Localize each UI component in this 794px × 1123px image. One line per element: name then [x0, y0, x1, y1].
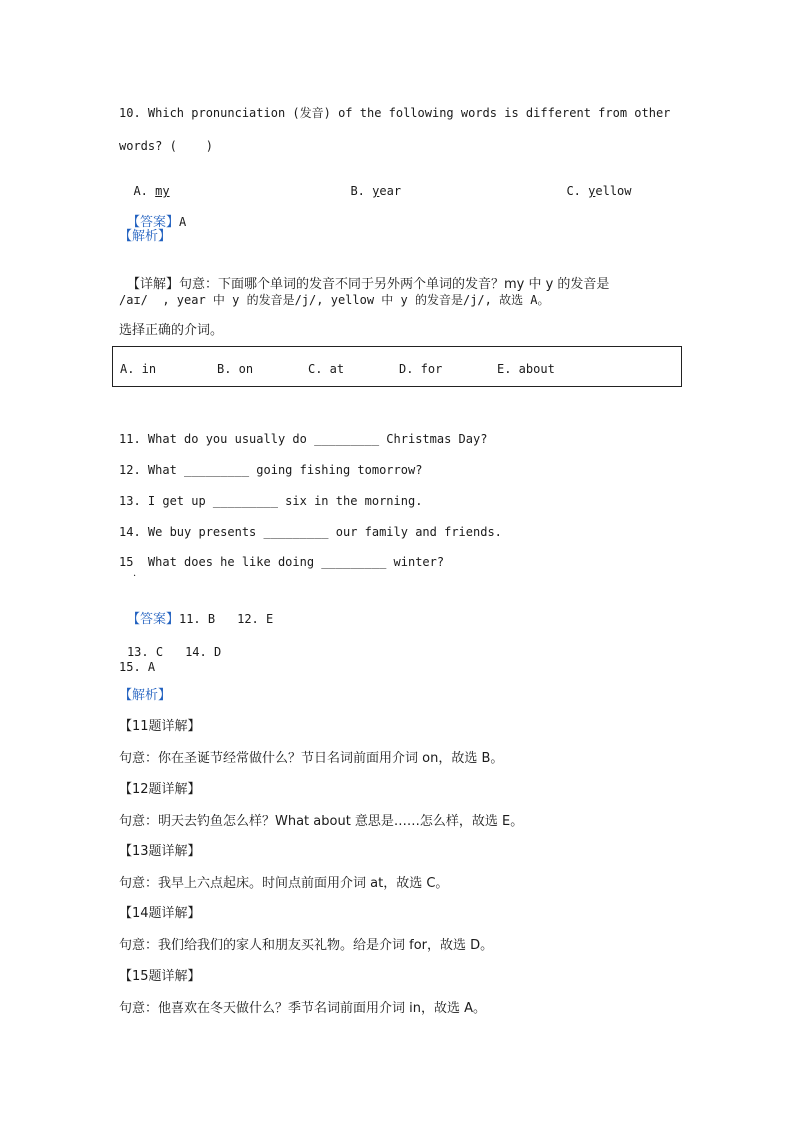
q10-option-c [552, 170, 632, 198]
answer-13: 13. C [126, 645, 164, 659]
q10-option-b-head: y [372, 184, 380, 198]
detail-14-tag: 【14题详解】 [119, 906, 201, 921]
answer-11: 11. B [178, 612, 216, 626]
q10-answer [119, 198, 186, 231]
detail-11-text: 句意：你在圣诞节经常做什么？节日名词前面用介词 on，故选 B。 [119, 751, 504, 766]
q10-option-b [336, 170, 401, 198]
q10-answer-tag: 【答案】 [126, 215, 179, 230]
detail-12-tag: 【12题详解】 [119, 782, 201, 797]
detail-12-text: 句意：明天去钓鱼怎么样？What about 意思是……怎么样，故选 E。 [119, 814, 524, 829]
q10-detail-line-1 [119, 260, 609, 293]
prep-option-d: D. for [399, 362, 443, 376]
prep-answer-line-1 [119, 595, 273, 628]
answer-12: 12. E [237, 612, 274, 626]
prep-option-c: C. at [308, 362, 345, 376]
prep-option-a: A. in [120, 362, 157, 376]
q10-option-b-tail: ear [379, 184, 402, 198]
question-15: 15 What does he like doing _________ winter? [119, 555, 445, 569]
q10-option-a-word: my [155, 184, 170, 198]
detail-11-tag: 【11题详解】 [119, 719, 201, 734]
question-13: 13. I get up _________ six in the morning. [119, 494, 423, 508]
prep-option-e: E. about [497, 362, 555, 376]
prep-answer-line-2 [119, 628, 221, 660]
detail-15-text: 句意：他喜欢在冬天做什么？季节名词前面用介词 in，故选 A。 [119, 1001, 487, 1016]
q10-detail-line-2: /aɪ/ , year 中 y 的发音是/j/, yellow 中 y 的发音是/j/, 故选 A。 [119, 293, 550, 307]
q10-option-a [119, 170, 170, 198]
detail-13-tag: 【13题详解】 [119, 844, 201, 859]
prep-options-box [112, 346, 682, 387]
q10-option-c-tail: ellow [595, 184, 632, 198]
q10-detail-text: 句意：下面哪个单词的发音不同于另外两个单词的发音？my 中 y 的发音是 [178, 277, 610, 292]
q10-analysis-tag: 【解析】 [119, 229, 172, 244]
detail-13-text: 句意：我早上六点起床。时间点前面用介词 at，故选 C。 [119, 876, 449, 891]
answer-14: 14. D [185, 645, 222, 659]
q10-stem-line-1: 10. Which pronunciation (发音) of the following words is different from other [119, 106, 671, 120]
question-11: 11. What do you usually do _________ Christmas Day? [119, 432, 488, 446]
question-12: 12. What _________ going fishing tomorrow? [119, 463, 423, 477]
q10-option-b-label: B. [350, 184, 373, 198]
q10-stem-line-2: words? ( ) [119, 139, 213, 153]
q10-option-c-head: y [588, 184, 596, 198]
prep-analysis-tag: 【解析】 [119, 688, 172, 703]
q10-option-c-label: C. [566, 184, 589, 198]
q10-detail-tag: 【详解】 [126, 277, 179, 292]
question-14: 14. We buy presents _________ our family and friends. [119, 525, 502, 539]
detail-15-tag: 【15题详解】 [119, 969, 201, 984]
prep-instruction: 选择正确的介词。 [119, 323, 224, 338]
question-15-dot-mark: · [133, 571, 137, 582]
q10-answer-value: A [178, 215, 187, 229]
answer-15: 15. A [119, 660, 156, 674]
detail-14-text: 句意：我们给我们的家人和朋友买礼物。给是介词 for，故选 D。 [119, 938, 494, 953]
q10-option-a-label: A. [133, 184, 156, 198]
prep-answer-tag: 【答案】 [126, 612, 179, 627]
prep-option-b: B. on [217, 362, 254, 376]
